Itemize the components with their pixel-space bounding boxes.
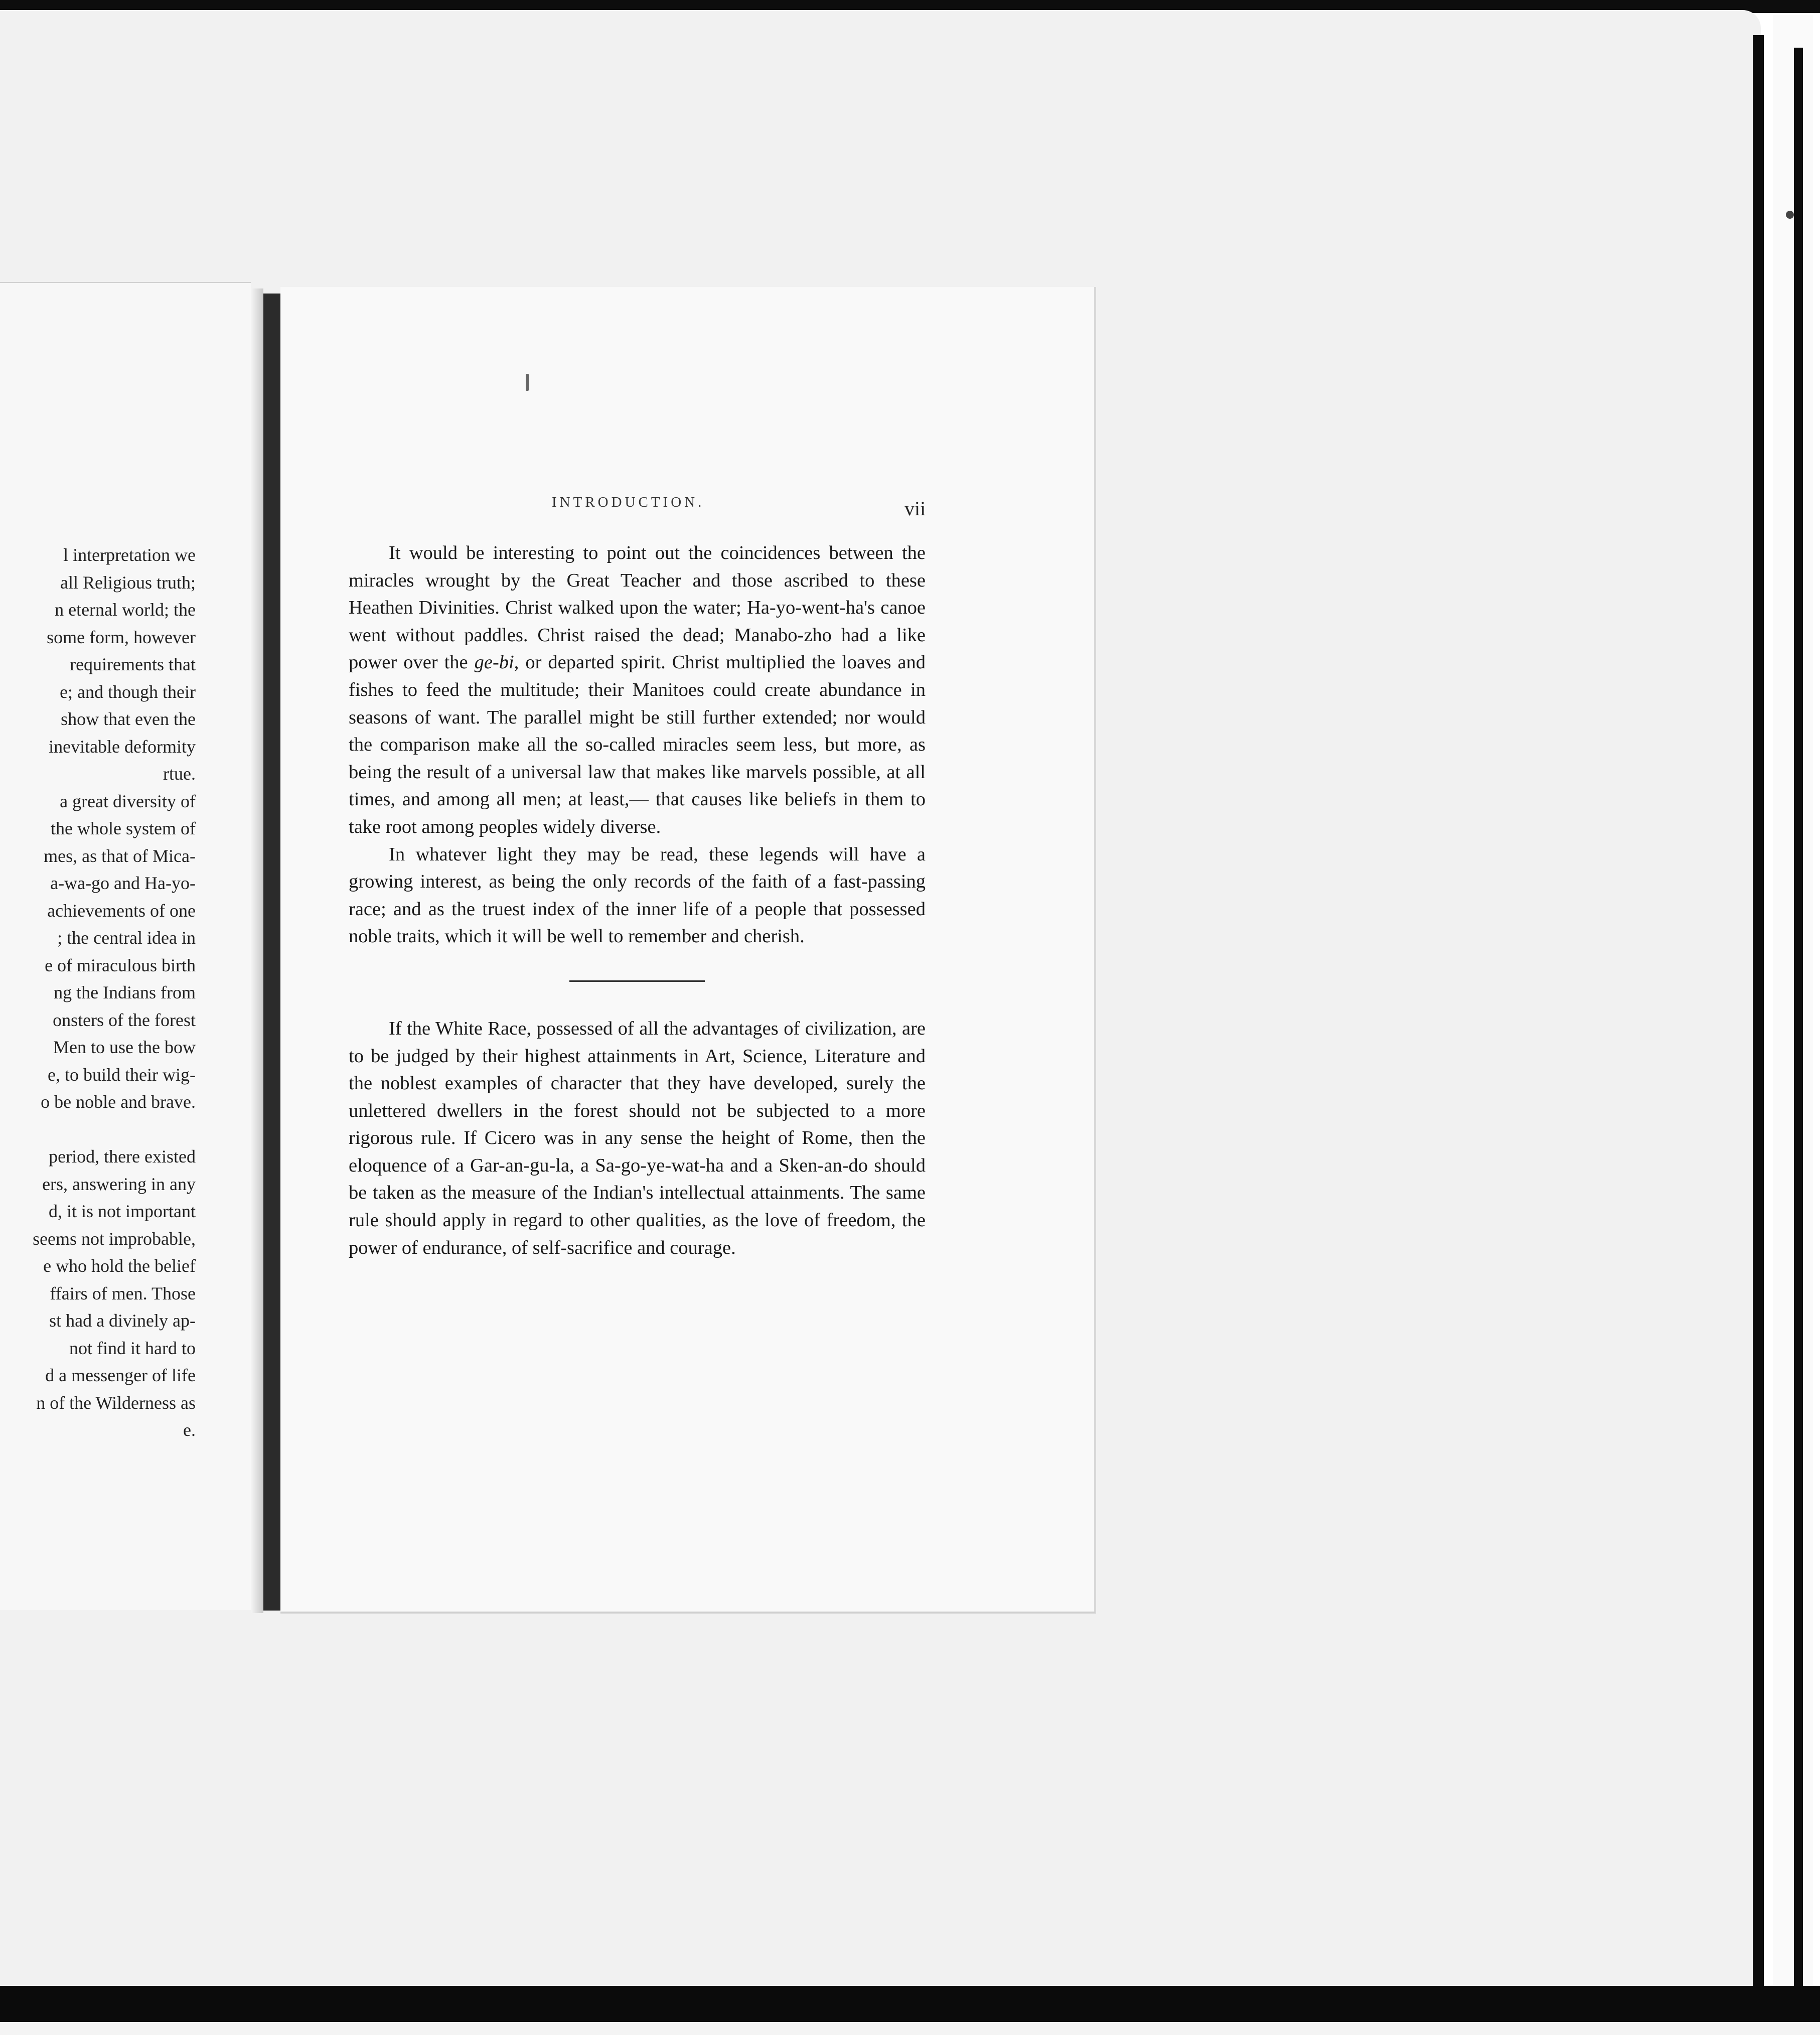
paragraph-miracles-end: , or departed spirit. Christ multiplied the loaves and fishes to feed the multitude; their Manitoes could create abundance in seasons of want. The parallel might be still further extended; nor would the comparison make all the so-called miracles seem less, but more, as being the result of a universal law that makes like marvels possible, at all times, and among all men; at least,— that causes like beliefs in them to take root among peoples widely diverse.: [349, 652, 926, 837]
paragraph-miracles-italic: ge-bi: [474, 652, 514, 673]
page-body: [349, 539, 926, 1261]
left-page-line: not find it hard to: [69, 1338, 196, 1358]
scan-speck: [526, 374, 529, 391]
left-page-line: ffairs of men. Those: [50, 1283, 196, 1303]
left-page-line: d a messenger of life: [45, 1365, 196, 1385]
left-page-line: inevitable deformity: [49, 736, 196, 757]
left-page-line: requirements that: [70, 654, 196, 674]
scan-bottom-paper: [0, 2022, 1820, 2035]
paragraph-miracles-start: It would be interesting to point out the coincidences between the miracles wrought by the Great Teacher and those ascribed to these Heathen Divinities. Christ walked upon the water; Ha-yo-went-ha's canoe went without paddles. Christ raised the dead; Manabo-zho had a like power over the: [349, 542, 926, 673]
left-page-line: l interpretation we: [63, 545, 196, 565]
paragraph-legends: In whatever light they may be read, these legends will have a growing interest, as being the only records of the faith of a fast-passing race; and as the truest index of the inner life of a people that possessed noble traits, which it will be well to remember and cherish.: [349, 843, 926, 947]
book-gutter: [263, 294, 280, 1611]
left-page-line: onsters of the forest: [53, 1009, 196, 1030]
left-page-line: Men to use the bow: [53, 1037, 196, 1057]
left-page-line: d, it is not important: [49, 1201, 196, 1221]
left-page-line: the whole system of: [51, 818, 196, 838]
scan-speck: [1786, 211, 1794, 219]
left-page-line: all Religious truth;: [60, 572, 196, 593]
left-page-line: achievements of one: [47, 900, 196, 921]
left-page-line: n eternal world; the: [55, 600, 196, 620]
left-page-line: ng the Indians from: [54, 982, 196, 1002]
gutter-shadow: [251, 288, 263, 1613]
left-page-line: some form, however: [47, 627, 196, 647]
left-page-line: [0, 1116, 196, 1143]
left-page-line: ers, answering in any: [42, 1174, 196, 1194]
left-page-line: n of the Wilderness as: [36, 1392, 196, 1413]
left-page-line: a-wa-go and Ha-yo-: [50, 873, 196, 893]
running-header: INTRODUCTION.: [552, 494, 705, 510]
scan-bottom-border: [0, 1986, 1820, 2025]
left-page-line: ; the central idea in: [57, 928, 196, 948]
scan-right-border: [1753, 35, 1764, 1992]
left-page-line: period, there existed: [49, 1146, 196, 1167]
left-page-line: e; and though their: [60, 681, 196, 702]
page-number: vii: [904, 497, 926, 520]
left-page: [0, 282, 251, 1610]
left-page-line: e, to build their wig-: [48, 1064, 196, 1085]
left-page-line: e of miraculous birth: [45, 955, 196, 975]
left-page-line: show that even the: [61, 709, 196, 729]
left-page-text: [0, 541, 196, 1444]
left-page-line: mes, as that of Mica-: [44, 845, 196, 866]
section-divider: [569, 980, 705, 982]
scan-right-rule: [1794, 48, 1803, 1989]
left-page-line: e who hold the belief: [43, 1256, 196, 1276]
left-page-line: rtue.: [163, 764, 196, 784]
left-page-line: seems not improbable,: [33, 1228, 196, 1249]
paragraph-miracles: [349, 539, 926, 841]
left-page-line: e.: [183, 1420, 196, 1440]
left-page-line: o be noble and brave.: [41, 1092, 196, 1112]
scan-right-paper: [1773, 15, 1813, 1992]
left-page-line: a great diversity of: [60, 791, 196, 811]
left-page-line: st had a divinely ap-: [49, 1311, 196, 1331]
paragraph-white-race: If the White Race, possessed of all the advantages of civilization, are to be judged by their highest attainments in Art, Science, Literature and the noblest examples of character that they have developed, surely the unlettered dwellers in the forest should not be subjected to a more rigorous rule. If Cicero was in any sense the height of Rome, then the eloquence of a Gar-an-gu-la, a Sa-go-ye-wat-ha and a Sken-an-do should be taken as the measure of the Indian's intellectual attainments. The same rule should apply in regard to other qualities, as the love of freedom, the power of endurance, of self-sacrifice and courage.: [349, 1018, 926, 1258]
